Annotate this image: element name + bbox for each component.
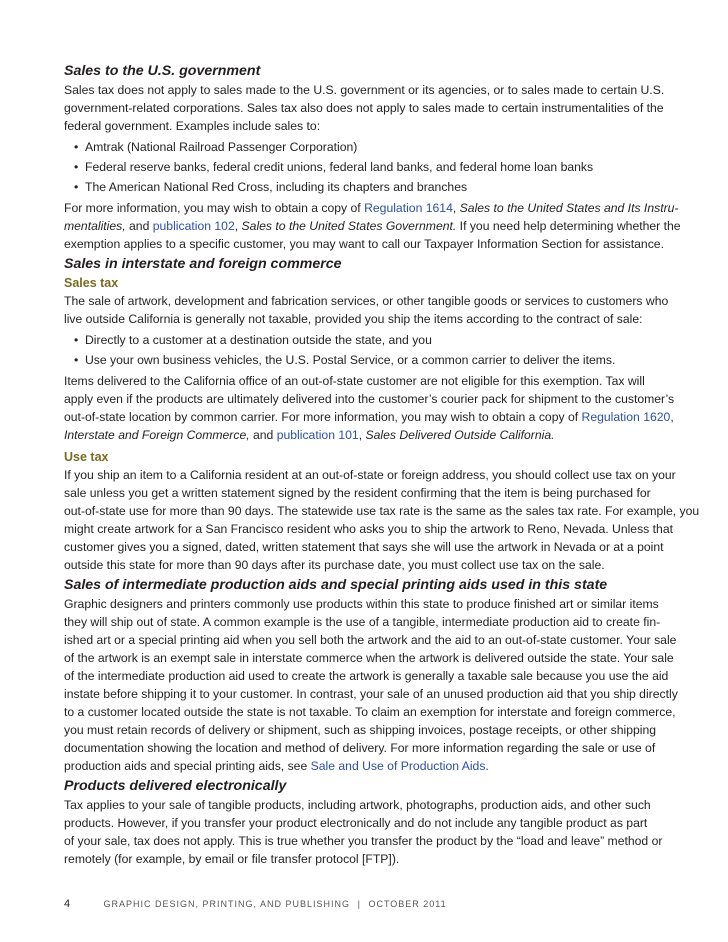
text-run: Sales to the United States Government.	[241, 219, 457, 233]
text-line: you must retain records of delivery or shipment, such as shipping invoices, postage receipts, or other shipping	[64, 723, 657, 737]
text-line	[64, 426, 664, 444]
list-item-text: Federal reserve banks, federal credit unions, federal land banks, and federal home loan banks	[85, 160, 594, 174]
text-run: ,	[452, 201, 460, 215]
list-item	[74, 330, 664, 350]
california-office-paragraph	[64, 372, 675, 444]
text-line: government-related corporations. Sales tax also does not apply to sales made to certain instrumentalities of the	[64, 101, 664, 115]
list-item	[74, 177, 664, 197]
text-run: ,	[670, 410, 674, 424]
page-number: 4	[64, 898, 72, 910]
heading-us-government: Sales to the U.S. government	[64, 63, 261, 79]
text-line: federal government. Examples include sales to:	[64, 119, 321, 133]
regulation-1614-link[interactable]: Regulation 1614	[364, 201, 453, 215]
list-item-text: Directly to a customer at a destination outside the state, and you	[85, 333, 432, 347]
us-government-more-info	[64, 199, 681, 253]
subheading-sales-tax: Sales tax	[64, 276, 119, 290]
text-line: to a customer located outside the state is not taxable. To claim an exemption for interstate and foreign commerce,	[64, 705, 676, 719]
text-line: of your sale, tax does not apply. This is true whether you transfer the product by the “load and leave” method or	[64, 834, 663, 848]
text-line: Graphic designers and printers commonly use products within this state to produce finished art or similar items	[64, 597, 659, 611]
text-line: sale unless you get a written statement signed by the resident confirming that the item is being purchased for	[64, 486, 651, 500]
heading-interstate-commerce: Sales in interstate and foreign commerce	[64, 256, 342, 272]
text-line: outside this state for more than 90 days after its purchase date, you must collect use tax on the sale.	[64, 558, 605, 572]
publication-101-link[interactable]: publication 101	[276, 428, 359, 442]
regulation-1620-link[interactable]: Regulation 1620	[581, 410, 671, 424]
text-line: products. However, if you transfer your product electronically and do not include any tangible product as part	[64, 816, 648, 830]
page-body	[64, 62, 700, 870]
bullet-icon: •	[74, 140, 79, 154]
us-government-intro	[64, 81, 664, 135]
text-run: ,	[358, 428, 366, 442]
text-line: instate before shipping it to your customer. In contrast, your sale of an unused production aid that you ship directly	[64, 687, 678, 701]
text-line: The sale of artwork, development and fabrication services, or other tangible goods or services to customers who	[64, 294, 669, 308]
bullet-icon: •	[74, 353, 79, 367]
text-line	[64, 199, 679, 217]
subheading-use-tax: Use tax	[64, 450, 109, 464]
section-electronic-delivery	[64, 777, 664, 868]
text-line: Tax applies to your sale of tangible products, including artwork, photographs, production aids, and other such	[64, 798, 651, 812]
footer-title: GRAPHIC DESIGN, PRINTING, AND PUBLISHING	[103, 899, 351, 909]
text-run: mentalities,	[64, 219, 126, 233]
list-item-text: The American National Red Cross, including its chapters and branches	[85, 180, 468, 194]
shipping-conditions-list	[64, 330, 664, 370]
text-line: apply even if the products are ultimately delivered into the customer’s courier pack for shipment to the customer’s	[64, 392, 675, 406]
text-line: ished art or a special printing aid when you sell both the artwork and the aid to an out-of-state customer. Your sale	[64, 633, 677, 647]
text-run: production aids and special printing aids, see	[64, 759, 311, 773]
use-tax-paragraph	[64, 466, 700, 574]
text-line	[64, 217, 681, 235]
electronic-delivery-paragraph	[64, 796, 664, 868]
list-item	[74, 350, 664, 370]
us-government-examples-list	[64, 137, 664, 197]
text-line: live outside California is generally not taxable, provided you ship the items according to the contract of sale:	[64, 312, 643, 326]
text-line: of the intermediate production aid used to create the artwork is generally a taxable sale because you use the aid	[64, 669, 669, 683]
text-run: Sales to the United States and Its Instru-	[459, 201, 679, 215]
text-line: they will ship out of state. A common example is the use of a tangible, intermediate production aid to create fin-	[64, 615, 661, 629]
text-run: Interstate and Foreign Commerce,	[64, 428, 250, 442]
text-run: If you need help determining whether the	[456, 219, 681, 233]
text-run: and	[125, 219, 153, 233]
text-run: ,	[234, 219, 242, 233]
footer-separator: |	[357, 899, 361, 909]
text-run: out-of-state location by common carrier. For more information, you may wish to obtain a copy of	[64, 410, 582, 424]
heading-electronic-delivery: Products delivered electronically	[64, 778, 287, 794]
text-line: remotely (for example, by email or file transfer protocol [FTP]).	[64, 852, 400, 866]
text-line: exemption applies to a specific customer, you may want to call our Taxpayer Information Section for assistance.	[64, 237, 664, 251]
production-aids-link[interactable]: Sale and Use of Production Aids	[310, 759, 486, 773]
list-item-text: Amtrak (National Railroad Passenger Corporation)	[85, 140, 358, 154]
list-item	[74, 137, 664, 157]
bullet-icon: •	[74, 160, 79, 174]
bullet-icon: •	[74, 333, 79, 347]
text-line: Items delivered to the California office of an out-of-state customer are not eligible for this exemption. Tax will	[64, 374, 645, 388]
text-line: If you ship an item to a California resident at an out-of-state or foreign address, you should collect use tax on your	[64, 468, 676, 482]
footer-date: OCTOBER 2011	[368, 899, 447, 909]
section-production-aids	[64, 576, 678, 775]
text-run: and	[249, 428, 277, 442]
production-aids-paragraph	[64, 595, 678, 775]
text-line	[64, 408, 674, 426]
heading-production-aids: Sales of intermediate production aids and special printing aids used in this state	[64, 577, 608, 593]
text-run: For more information, you may wish to obtain a copy of	[64, 201, 365, 215]
bullet-icon: •	[74, 180, 79, 194]
sales-tax-paragraph	[64, 292, 669, 328]
publication-102-link[interactable]: publication 102	[152, 219, 235, 233]
text-line: might create artwork for a San Francisco resident who asks you to ship the artwork to Reno, Nevada. Unless that	[64, 522, 673, 536]
text-line: of the artwork is an exempt sale in interstate commerce when the artwork is delivered outside the state. Your sale	[64, 651, 674, 665]
list-item-text: Use your own business vehicles, the U.S. Postal Service, or a common carrier to deliver the items.	[85, 353, 616, 367]
text-line: customer gives you a signed, dated, written statement that says she will use the artwork in Nevada or at a point	[64, 540, 664, 554]
text-line: Sales tax does not apply to sales made to the U.S. government or its agencies, or to sales made to certain U.S.	[64, 83, 665, 97]
text-run: Sales Delivered Outside California.	[365, 428, 555, 442]
section-us-government	[64, 62, 681, 253]
section-interstate-commerce	[64, 255, 700, 574]
text-line: out-of-state use for more than 90 days. The statewide use tax rate is the same as the sales tax rate. For example, you	[64, 504, 700, 518]
list-item	[74, 157, 664, 177]
text-line: documentation showing the location and method of delivery. For more information regarding the sale or use of	[64, 741, 656, 755]
text-line	[64, 757, 664, 775]
page-footer	[64, 898, 447, 910]
text-run: .	[485, 759, 489, 773]
